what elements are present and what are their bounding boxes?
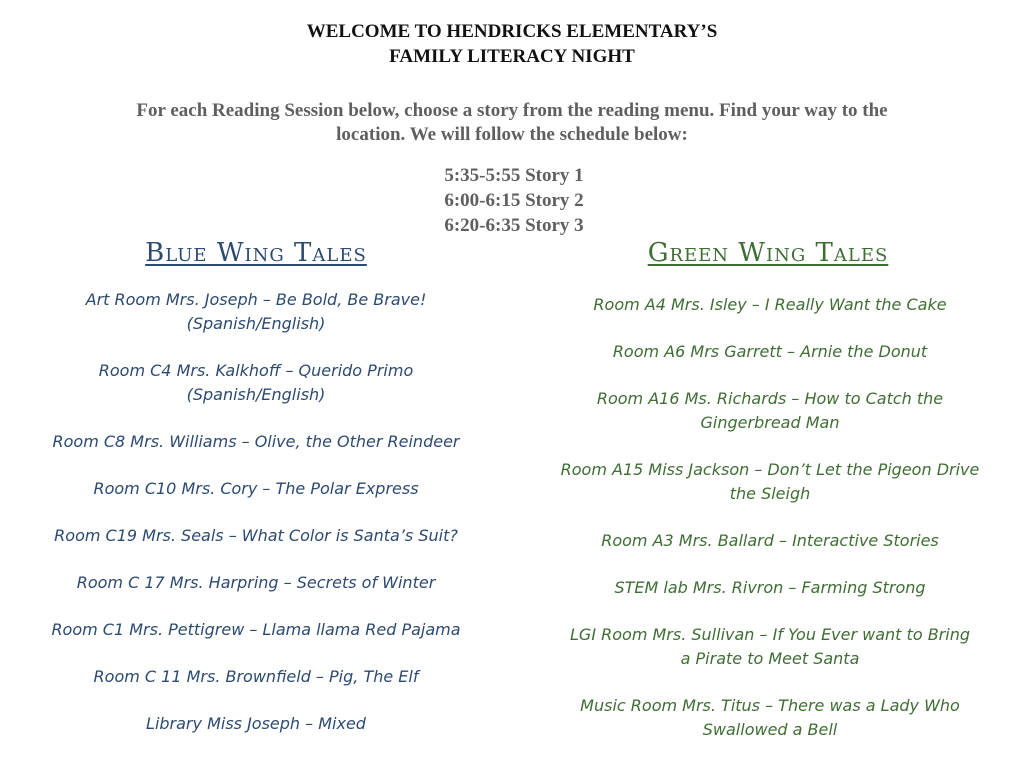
instructions-line-2: location. We will follow the schedule below: [336,124,688,145]
entry-line: Room C1 Mrs. Pettigrew – Llama llama Red Pajama [51,620,461,639]
entry-line: Room C 11 Mrs. Brownfield – Pig, The Elf [93,667,419,686]
session-entry [530,458,1010,506]
entry-line: Room A6 Mrs Garrett – Arnie the Donut [612,342,928,361]
entry-line: (Spanish/English) [186,314,326,333]
entry-line: Gingerbread Man [700,413,840,432]
entry-line: Room C4 Mrs. Kalkhoff – Querido Primo [98,361,414,380]
entry-line: Room C10 Mrs. Cory – The Polar Express [93,479,419,498]
session-entry [530,340,1010,364]
page-title: WELCOME TO HENDRICKS ELEMENTARY’S [306,21,718,42]
session-entry [0,571,512,595]
entry-line: STEM lab Mrs. Rivron – Farming Strong [614,578,926,597]
entry-line: (Spanish/English) [186,385,326,404]
green-wing-list [530,293,1010,765]
entry-line: Room A15 Miss Jackson – Don’t Let the Pigeon Drive [560,460,980,479]
instructions-line-1: For each Reading Session below, choose a story from the reading menu. Find your way to the [136,100,888,121]
schedule [0,163,1024,238]
entry-line: Room A3 Mrs. Ballard – Interactive Stories [601,531,939,550]
session-entry [0,288,512,336]
session-entry [0,477,512,501]
entry-line: Music Room Mrs. Titus – There was a Lady Who [580,696,960,715]
blue-wing-heading: Blue Wing Tales [145,238,367,268]
session-entry [0,430,512,454]
session-entry [0,712,512,736]
session-entry [0,359,512,407]
green-wing-heading: Green Wing Tales [647,238,889,268]
schedule-item: 5:35-5:55 Story 1 [444,165,584,186]
entry-line: LGI Room Mrs. Sullivan – If You Ever want to Bring [570,625,970,644]
session-entry [530,293,1010,317]
session-entry [0,665,512,689]
entry-line: Room C 17 Mrs. Harpring – Secrets of Winter [76,573,436,592]
entry-line: Art Room Mrs. Joseph – Be Bold, Be Brave! [85,290,427,309]
session-entry [0,618,512,642]
session-entry [530,529,1010,553]
session-entry [530,694,1010,742]
session-entry [530,387,1010,435]
entry-line: Room A16 Ms. Richards – How to Catch the [596,389,944,408]
entry-line: Swallowed a Bell [702,720,838,739]
entry-line: the Sleigh [729,484,811,503]
page-subtitle: FAMILY LITERACY NIGHT [389,46,635,67]
entry-line: Library Miss Joseph – Mixed [146,714,366,733]
schedule-item: 6:00-6:15 Story 2 [444,190,584,211]
blue-wing-list [0,288,512,759]
entry-line: Room C19 Mrs. Seals – What Color is Santa’s Suit? [54,526,458,545]
schedule-item: 6:20-6:35 Story 3 [444,215,584,236]
session-entry [530,623,1010,671]
session-entry [530,576,1010,600]
entry-line: a Pirate to Meet Santa [680,649,860,668]
entry-line: Room C8 Mrs. Williams – Olive, the Other Reindeer [52,432,460,451]
session-entry [0,524,512,548]
entry-line: Room A4 Mrs. Isley – I Really Want the Cake [593,295,947,314]
